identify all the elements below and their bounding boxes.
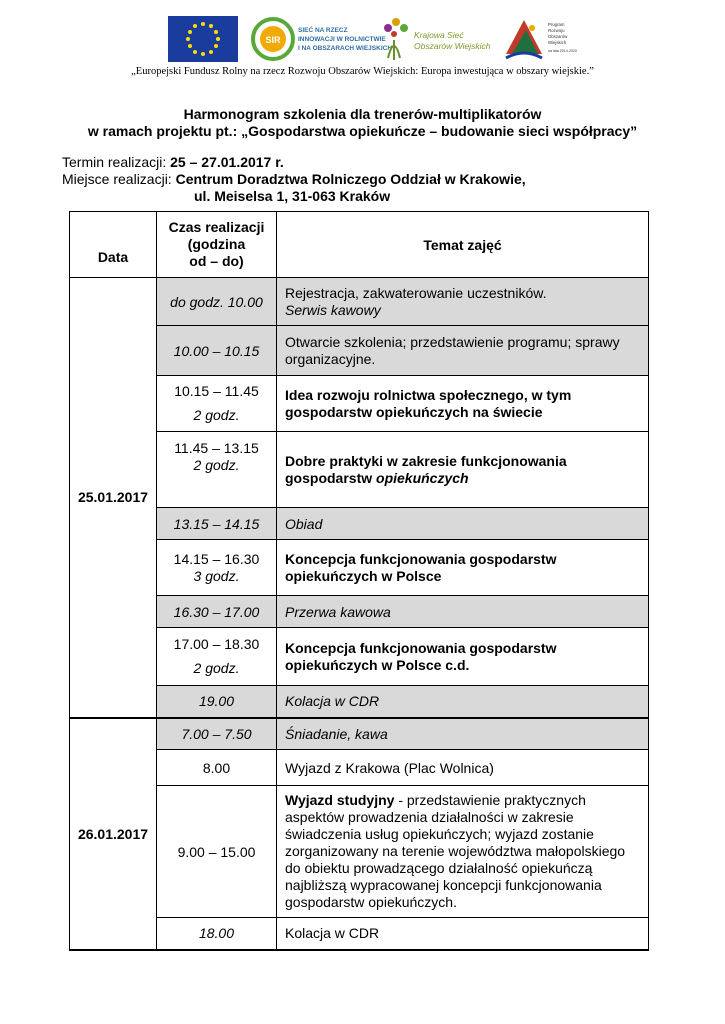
row-topic-text: Idea rozwoju rolnictwa społecznego, w tym gospodarstw opiekuńczych na świecie (277, 376, 649, 432)
table-row (70, 278, 649, 326)
place-address: ul. Meiselsa 1, 31-063 Kraków (194, 188, 391, 204)
ksow-logo-text-2: Obszarów Wiejskich (414, 41, 491, 51)
row-time-hours: 2 godz. (193, 660, 240, 676)
header-time-line: Czas realizacji (168, 219, 265, 235)
row-time (157, 432, 277, 508)
row-time: 16.30 – 17.00 (157, 596, 277, 628)
row-time (157, 628, 277, 686)
table-row (70, 508, 649, 540)
table-header-row (70, 212, 649, 278)
term-line (62, 154, 284, 170)
row-topic-extra: Serwis kawowy (285, 301, 381, 318)
sir-network-logo (248, 14, 393, 64)
table-row (70, 686, 649, 718)
row-time-range: 10.15 – 11.45 (174, 383, 259, 399)
row-topic-extra: - przedstawienie praktycznych aspektów prowadzenia działalności w zakresie świadczenia usług opiekuńczych; wyjazd zostanie zorganizowany na terenie województwa małopolskiego do obiektu prowadzącego działalność opiekuńczą najbliższą wypracowanej koncepcji funkcjonowania gospodarstw opiekuńczych. (285, 792, 626, 910)
prow-logo-text-1: Program (548, 22, 565, 27)
row-time: 8.00 (157, 750, 277, 786)
prow-logo-text-2: Rozwoju (548, 28, 565, 33)
header-time-line: (godzina (187, 236, 246, 252)
row-time: 10.00 – 10.15 (157, 326, 277, 376)
row-topic-text: Koncepcja funkcjonowania gospodarstw opiekuńczych w Polsce c.d. (277, 628, 649, 686)
day-date: 25.01.2017 (70, 278, 157, 718)
row-topic (277, 786, 649, 918)
row-time: 19.00 (157, 686, 277, 718)
row-topic-text: Rejestracja, zakwaterowanie uczestników. (285, 284, 547, 301)
row-topic-text: Śniadanie, kawa (277, 718, 649, 750)
row-time: 13.15 – 14.15 (157, 508, 277, 540)
row-time-range: 14.15 – 16.30 (173, 550, 260, 567)
row-topic-text: Obiad (277, 508, 649, 540)
prow-logo-text-3: Obszarów (548, 34, 568, 39)
eu-flag-logo (168, 14, 238, 64)
row-time (157, 376, 277, 432)
row-time: 9.00 – 15.00 (157, 786, 277, 918)
header-date: Data (70, 212, 157, 278)
sir-logo-text-3: I NA OBSZARACH WIEJSKICH (298, 45, 393, 52)
prow-logo-text-4: Wiejskich (548, 40, 567, 45)
row-time: 7.00 – 7.50 (157, 718, 277, 750)
table-row (70, 432, 649, 508)
row-topic (277, 432, 649, 508)
ksow-logo (380, 14, 490, 64)
table-row (70, 596, 649, 628)
row-topic-extra: opiekuńczych (376, 469, 469, 486)
table-row (70, 326, 649, 376)
table-row (70, 786, 649, 918)
row-time-hours: 3 godz. (193, 567, 240, 584)
place-label: Miejsce realizacji: (62, 171, 176, 187)
row-topic-text: Kolacja w CDR (277, 686, 649, 718)
schedule-table (69, 211, 649, 951)
document-title-line1: Harmonogram szkolenia dla trenerów-multiplikatorów (183, 106, 542, 122)
row-time: do godz. 10.00 (157, 278, 277, 326)
row-topic-text: Otwarcie szkolenia; przedstawienie programu; sprawy organizacyjne. (277, 326, 649, 376)
row-time-range: 11.45 – 13.15 (174, 440, 259, 456)
header-time (157, 212, 277, 278)
row-time-hours: 2 godz. (193, 457, 240, 473)
row-time-hours: 2 godz. (193, 407, 240, 423)
row-time (157, 540, 277, 596)
row-topic-text: Wyjazd z Krakowa (Plac Wolnica) (277, 750, 649, 786)
table-row (70, 750, 649, 786)
row-time-range: 17.00 – 18.30 (173, 636, 260, 652)
sir-logo-text-1: SIEĆ NA RZECZ (298, 27, 348, 34)
table-row (70, 718, 649, 750)
sir-logo-text-2: INNOWACJI W ROLNICTWIE (298, 36, 386, 43)
row-topic-text: Koncepcja funkcjonowania gospodarstw opiekuńczych w Polsce (277, 540, 649, 596)
place-line (62, 171, 526, 187)
document-title-line2: w ramach projektu pt.: „Gospodarstwa opiekuńcze – budowanie sieci współpracy” (87, 123, 638, 139)
row-topic-text: Wyjazd studyjny (285, 792, 395, 808)
ksow-logo-text-1: Krajowa Sieć (414, 30, 464, 40)
prow-logo-text-5: na lata 2014-2020 (548, 49, 577, 53)
row-topic-text: Kolacja w CDR (277, 918, 649, 950)
term-label: Termin realizacji: (62, 154, 171, 170)
term-value: 25 – 27.01.2017 r. (170, 154, 284, 170)
funding-note: „Europejski Fundusz Rolny na rzecz Rozwoju Obszarów Wiejskich: Europa inwestująca w obszary wiejskie.” (131, 66, 594, 77)
row-topic (277, 278, 649, 326)
logo-strip (168, 14, 576, 66)
row-topic-text: Dobre praktyki w zakresie funkcjonowania gospodarstw (285, 452, 567, 486)
prow-logo (502, 14, 576, 64)
svg-text:SIR: SIR (265, 35, 281, 45)
table-row (70, 376, 649, 432)
table-row (70, 540, 649, 596)
header-topic: Temat zajęć (277, 212, 649, 278)
table-row (70, 628, 649, 686)
row-time: 18.00 (157, 918, 277, 950)
day-date: 26.01.2017 (70, 718, 157, 950)
row-topic-text: Przerwa kawowa (277, 596, 649, 628)
place-value: Centrum Doradztwa Rolniczego Oddział w Krakowie, (175, 171, 526, 187)
table-row (70, 918, 649, 950)
header-time-line: od – do) (189, 253, 244, 269)
